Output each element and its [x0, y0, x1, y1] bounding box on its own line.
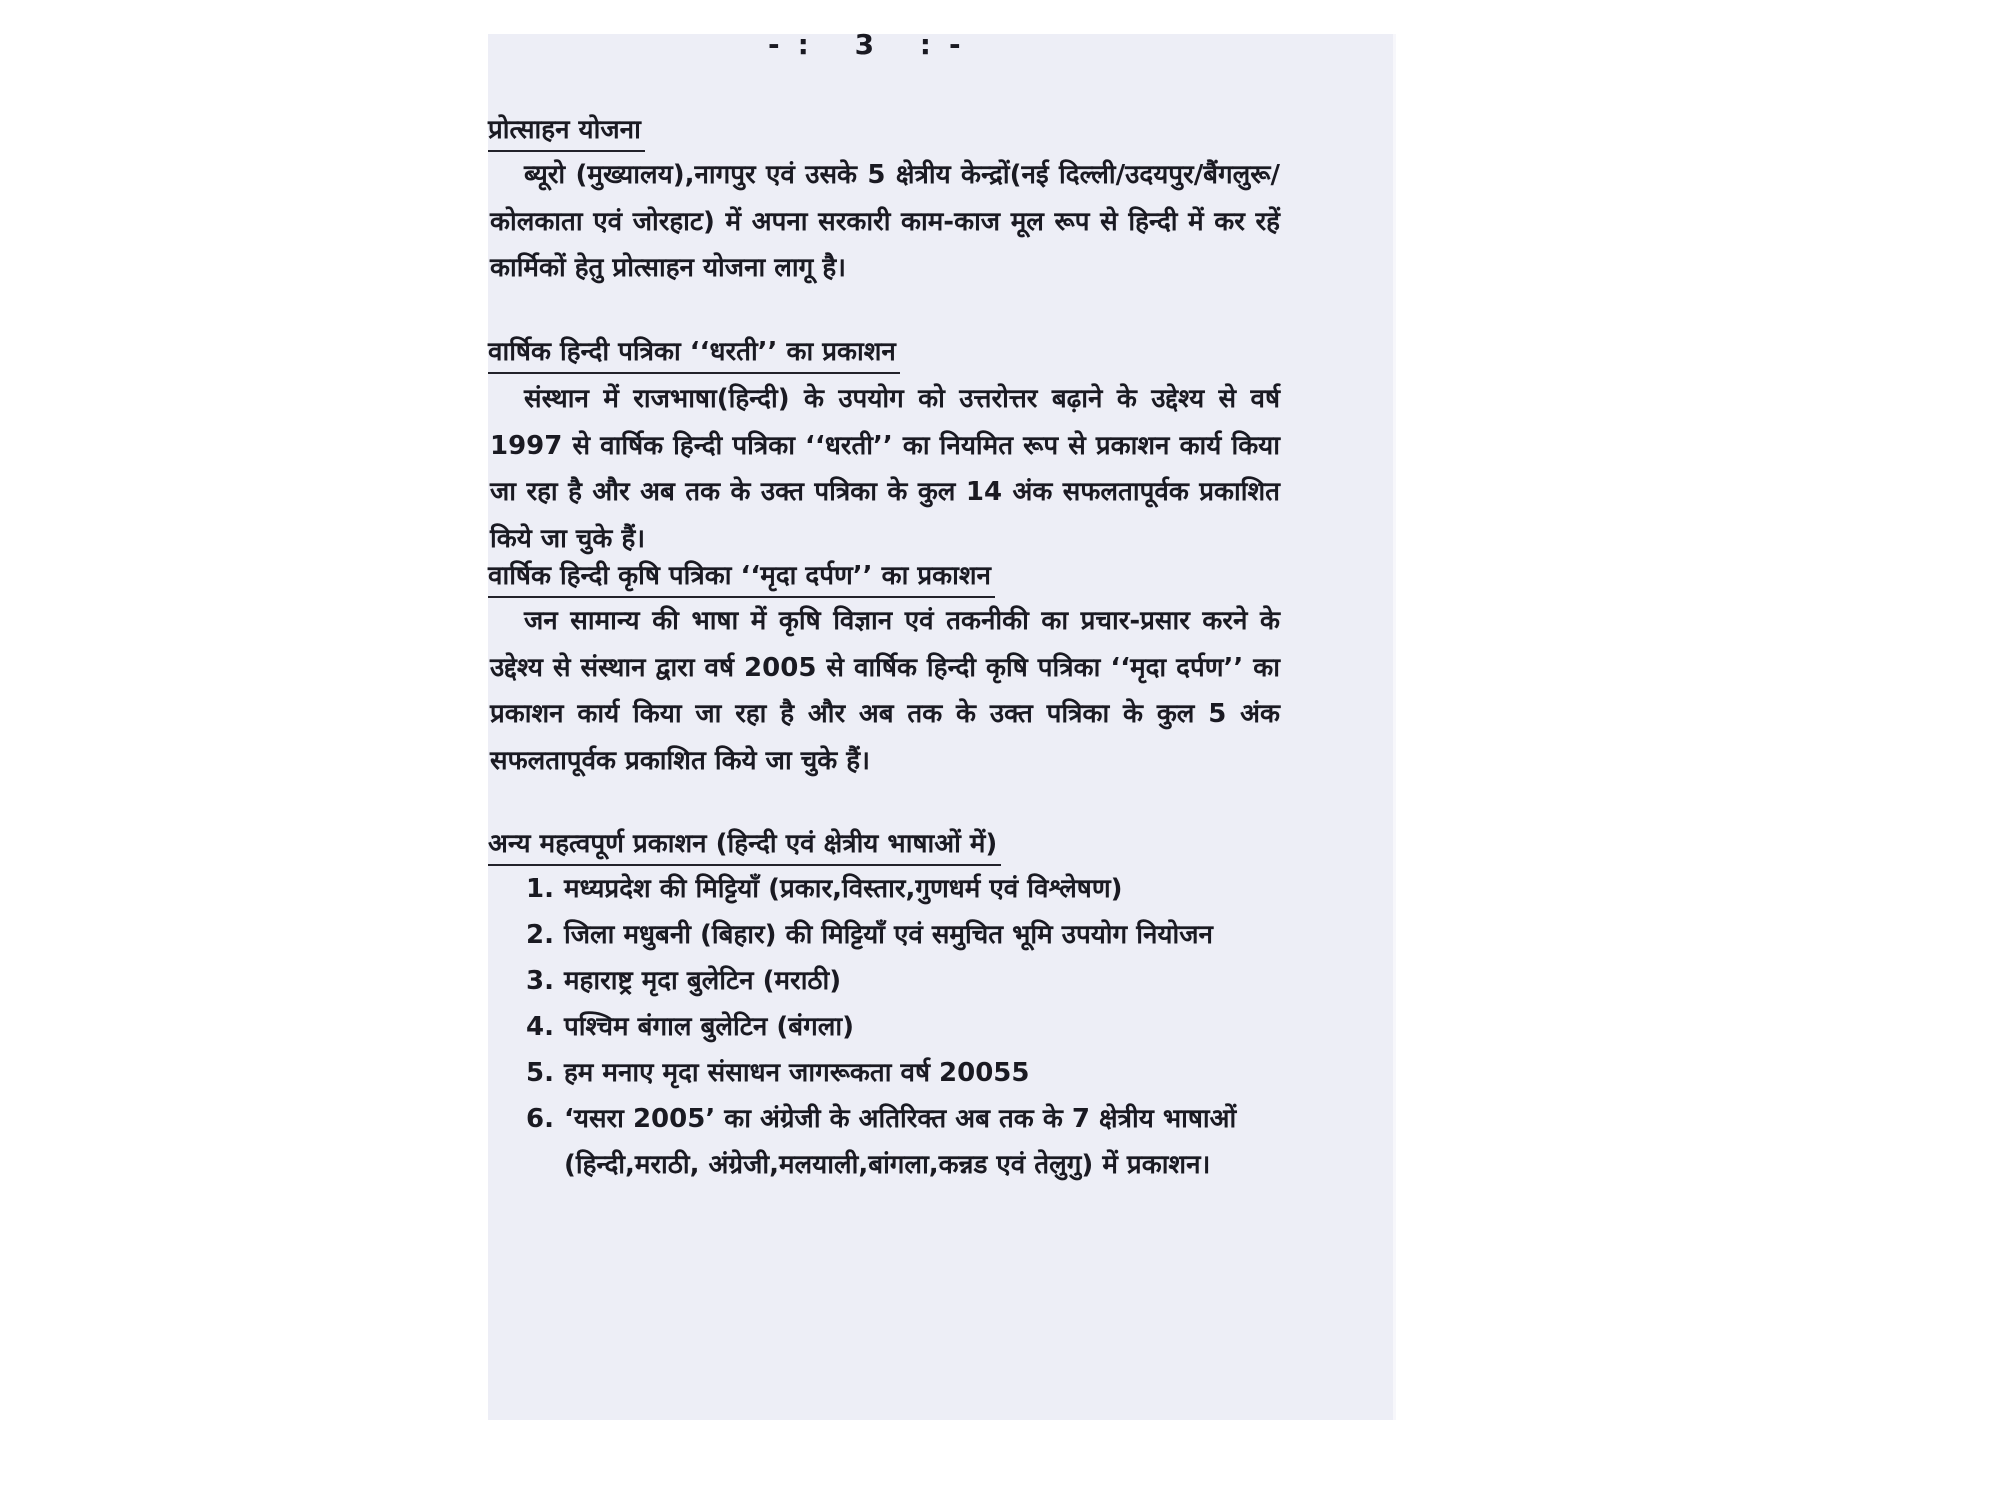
list-item: 4. पश्चिम बंगाल बुलेटिन (बंगला)	[526, 1012, 854, 1042]
section-heading-incentive-scheme: प्रोत्साहन योजना	[488, 110, 645, 152]
list-item: 1. मध्यप्रदेश की मिट्टियाँ (प्रकार,विस्तार,गुणधर्म एवं विश्लेषण)	[526, 874, 1123, 904]
scanned-document-page	[488, 28, 1396, 1420]
list-item: 6. ‘यसरा 2005’ का अंग्रेजी के अतिरिक्त अब तक के 7 क्षेत्रीय भाषाओं (हिन्दी,मराठी, अंग्रेजी,मलयाली,बांगला,कन्नड एवं तेलुगु) में प्रकाशन।	[526, 1104, 1237, 1180]
section-heading-mrida-darpan: वार्षिक हिन्दी कृषि पत्रिका ‘‘मृदा दर्पण’’ का प्रकाशन	[488, 556, 995, 598]
section-heading-dharti-magazine: वार्षिक हिन्दी पत्रिका ‘‘धरती’’ का प्रकाशन	[488, 332, 900, 374]
section-body-mrida-darpan: जन सामान्य की भाषा में कृषि विज्ञान एवं तकनीकी का प्रचार-प्रसार करने के उद्देश्य से संस्थान द्वारा वर्ष 2005 से वार्षिक हिन्दी कृषि पत्रिका ‘‘मृदा दर्पण’’ का प्रकाशन कार्य किया जा रहा है और अब तक के उक्त पत्रिका के कुल 5 अंक सफलतापूर्वक प्रकाशित किये जा चुके हैं।	[490, 606, 1280, 776]
list-item: 3. महाराष्ट्र मृदा बुलेटिन (मराठी)	[526, 966, 842, 996]
publications-list	[526, 866, 1286, 1188]
page-number: -: 3 :-	[768, 28, 979, 61]
section-heading-other-publications: अन्य महत्वपूर्ण प्रकाशन (हिन्दी एवं क्षेत्रीय भाषाओं में)	[488, 824, 1001, 866]
section-body-dharti-magazine: संस्थान में राजभाषा(हिन्दी) के उपयोग को उत्तरोत्तर बढ़ाने के उद्देश्य से वर्ष 1997 से वार्षिक हिन्दी पत्रिका ‘‘धरती’’ का नियमित रूप से प्रकाशन कार्य किया जा रहा है और अब तक के उक्त पत्रिका के कुल 14 अंक सफलतापूर्वक प्रकाशित किये जा चुके हैं।	[490, 384, 1280, 554]
list-item: 5. हम मनाए मृदा संसाधन जागरूकता वर्ष 20055	[526, 1058, 1030, 1088]
section-body-incentive-scheme: ब्यूरो (मुख्यालय),नागपुर एवं उसके 5 क्षेत्रीय केन्द्रों(नई दिल्ली/उदयपुर/बैंगलुरू/कोलकाता एवं जोरहाट) में अपना सरकारी काम-काज मूल रूप से हिन्दी में कर रहें कार्मिकों हेतु प्रोत्साहन योजना लागू है।	[490, 160, 1280, 283]
list-item: 2. जिला मधुबनी (बिहार) की मिट्टियाँ एवं समुचित भूमि उपयोग नियोजन	[526, 920, 1213, 950]
